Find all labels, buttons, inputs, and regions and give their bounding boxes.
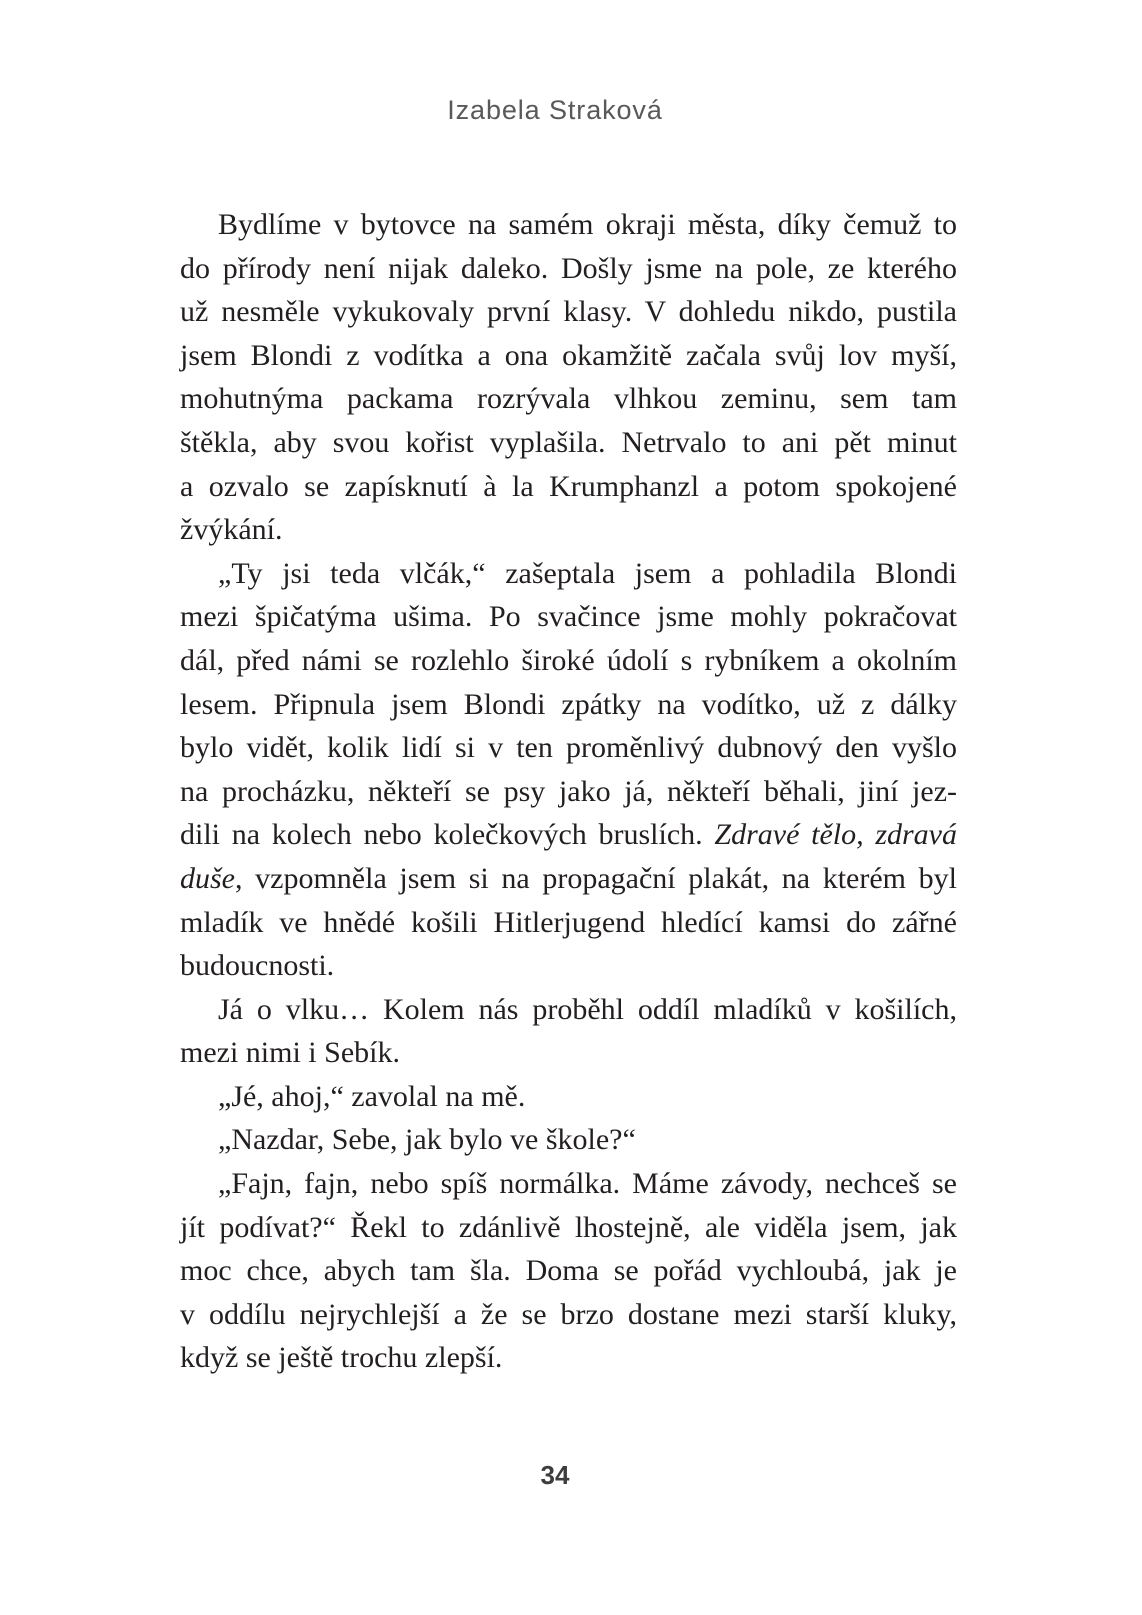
text-line: moc chce, abych tam šla. Doma se pořád vychloubá, jak je (180, 1254, 957, 1288)
text-line: na procházku, někteří se psy jako já, někteří běhali, jiní jez- (180, 774, 957, 808)
paragraph (180, 203, 957, 552)
italic-text: Zdravé tělo, zdravá (714, 818, 957, 852)
text-line: Bydlíme v bytovce na samém okraji města, díky čemuž to (218, 208, 957, 241)
text-line: bylo vidět, kolik lidí si v ten proměnlivý dubnový den vyšlo (180, 731, 957, 765)
body-text (180, 203, 957, 1380)
text-line: mezi špičatýma ušima. Po svačince jsme mohly pokračovat (180, 600, 957, 634)
running-head-author: Izabela Straková (447, 95, 663, 125)
text-line (180, 813, 957, 857)
text-line: štěkla, aby svou kořist vyplašila. Netrvalo to ani pět minut (180, 425, 957, 459)
text-line: když se ještě trochu zlepší. (180, 1341, 503, 1375)
paragraph (180, 1162, 957, 1380)
text-line: do přírody není nijak daleko. Došly jsme na pole, ze kterého (180, 251, 957, 285)
text-line: jít podívat?“ Řekl to zdánlivě lhostejně, ale viděla jsem, jak (180, 1210, 957, 1244)
page-number: 34 (540, 1460, 570, 1490)
paragraph (180, 1118, 957, 1162)
roman-text: dili na kolech nebo kolečkových bruslích. (180, 818, 715, 852)
text-line: budoucnosti. (180, 949, 335, 983)
text-line: žvýkání. (180, 513, 283, 547)
paragraph (180, 552, 957, 988)
paragraph (180, 988, 957, 1075)
text-line: už nesměle vykukovaly první klasy. V dohledu nikdo, pustila (180, 295, 957, 329)
italic-text: duše (180, 861, 235, 895)
text-line: „Jé, ahoj,“ zavolal na mě. (218, 1079, 526, 1113)
text-line: mohutnýma packama rozrývala vlhkou zeminu, sem tam (180, 382, 957, 416)
text-line (180, 857, 957, 901)
text-line: jsem Blondi z vodítka a ona okamžitě začala svůj lov myší, (180, 338, 957, 372)
text-line: lesem. Připnula jsem Blondi zpátky na vodítko, už z dálky (180, 687, 957, 721)
text-line: „Fajn, fajn, nebo spíš normálka. Máme závody, nechceš se (218, 1167, 957, 1201)
text-line: a ozvalo se zapísknutí à la Krumphanzl a potom spokojené (180, 469, 957, 503)
paragraph (180, 1075, 957, 1119)
text-line: Já o vlku… Kolem nás proběhl oddíl mladíků v košilích, (218, 992, 957, 1026)
roman-text: , vzpomněla jsem si na propagační plakát, na kterém byl (235, 861, 957, 895)
text-line: dál, před námi se rozlehlo široké údolí s rybníkem a okolním (180, 643, 957, 677)
text-line: „Nazdar, Sebe, jak bylo ve škole?“ (218, 1123, 636, 1157)
text-line: „Ty jsi teda vlčák,“ zašeptala jsem a pohladila Blondi (218, 556, 957, 590)
text-line: v oddílu nejrychlejší a že se brzo dostane mezi starší kluky, (180, 1297, 957, 1331)
text-line: mezi nimi i Sebík. (180, 1036, 400, 1070)
text-line: mladík ve hnědé košili Hitlerjugend hledící kamsi do zářné (180, 905, 957, 939)
